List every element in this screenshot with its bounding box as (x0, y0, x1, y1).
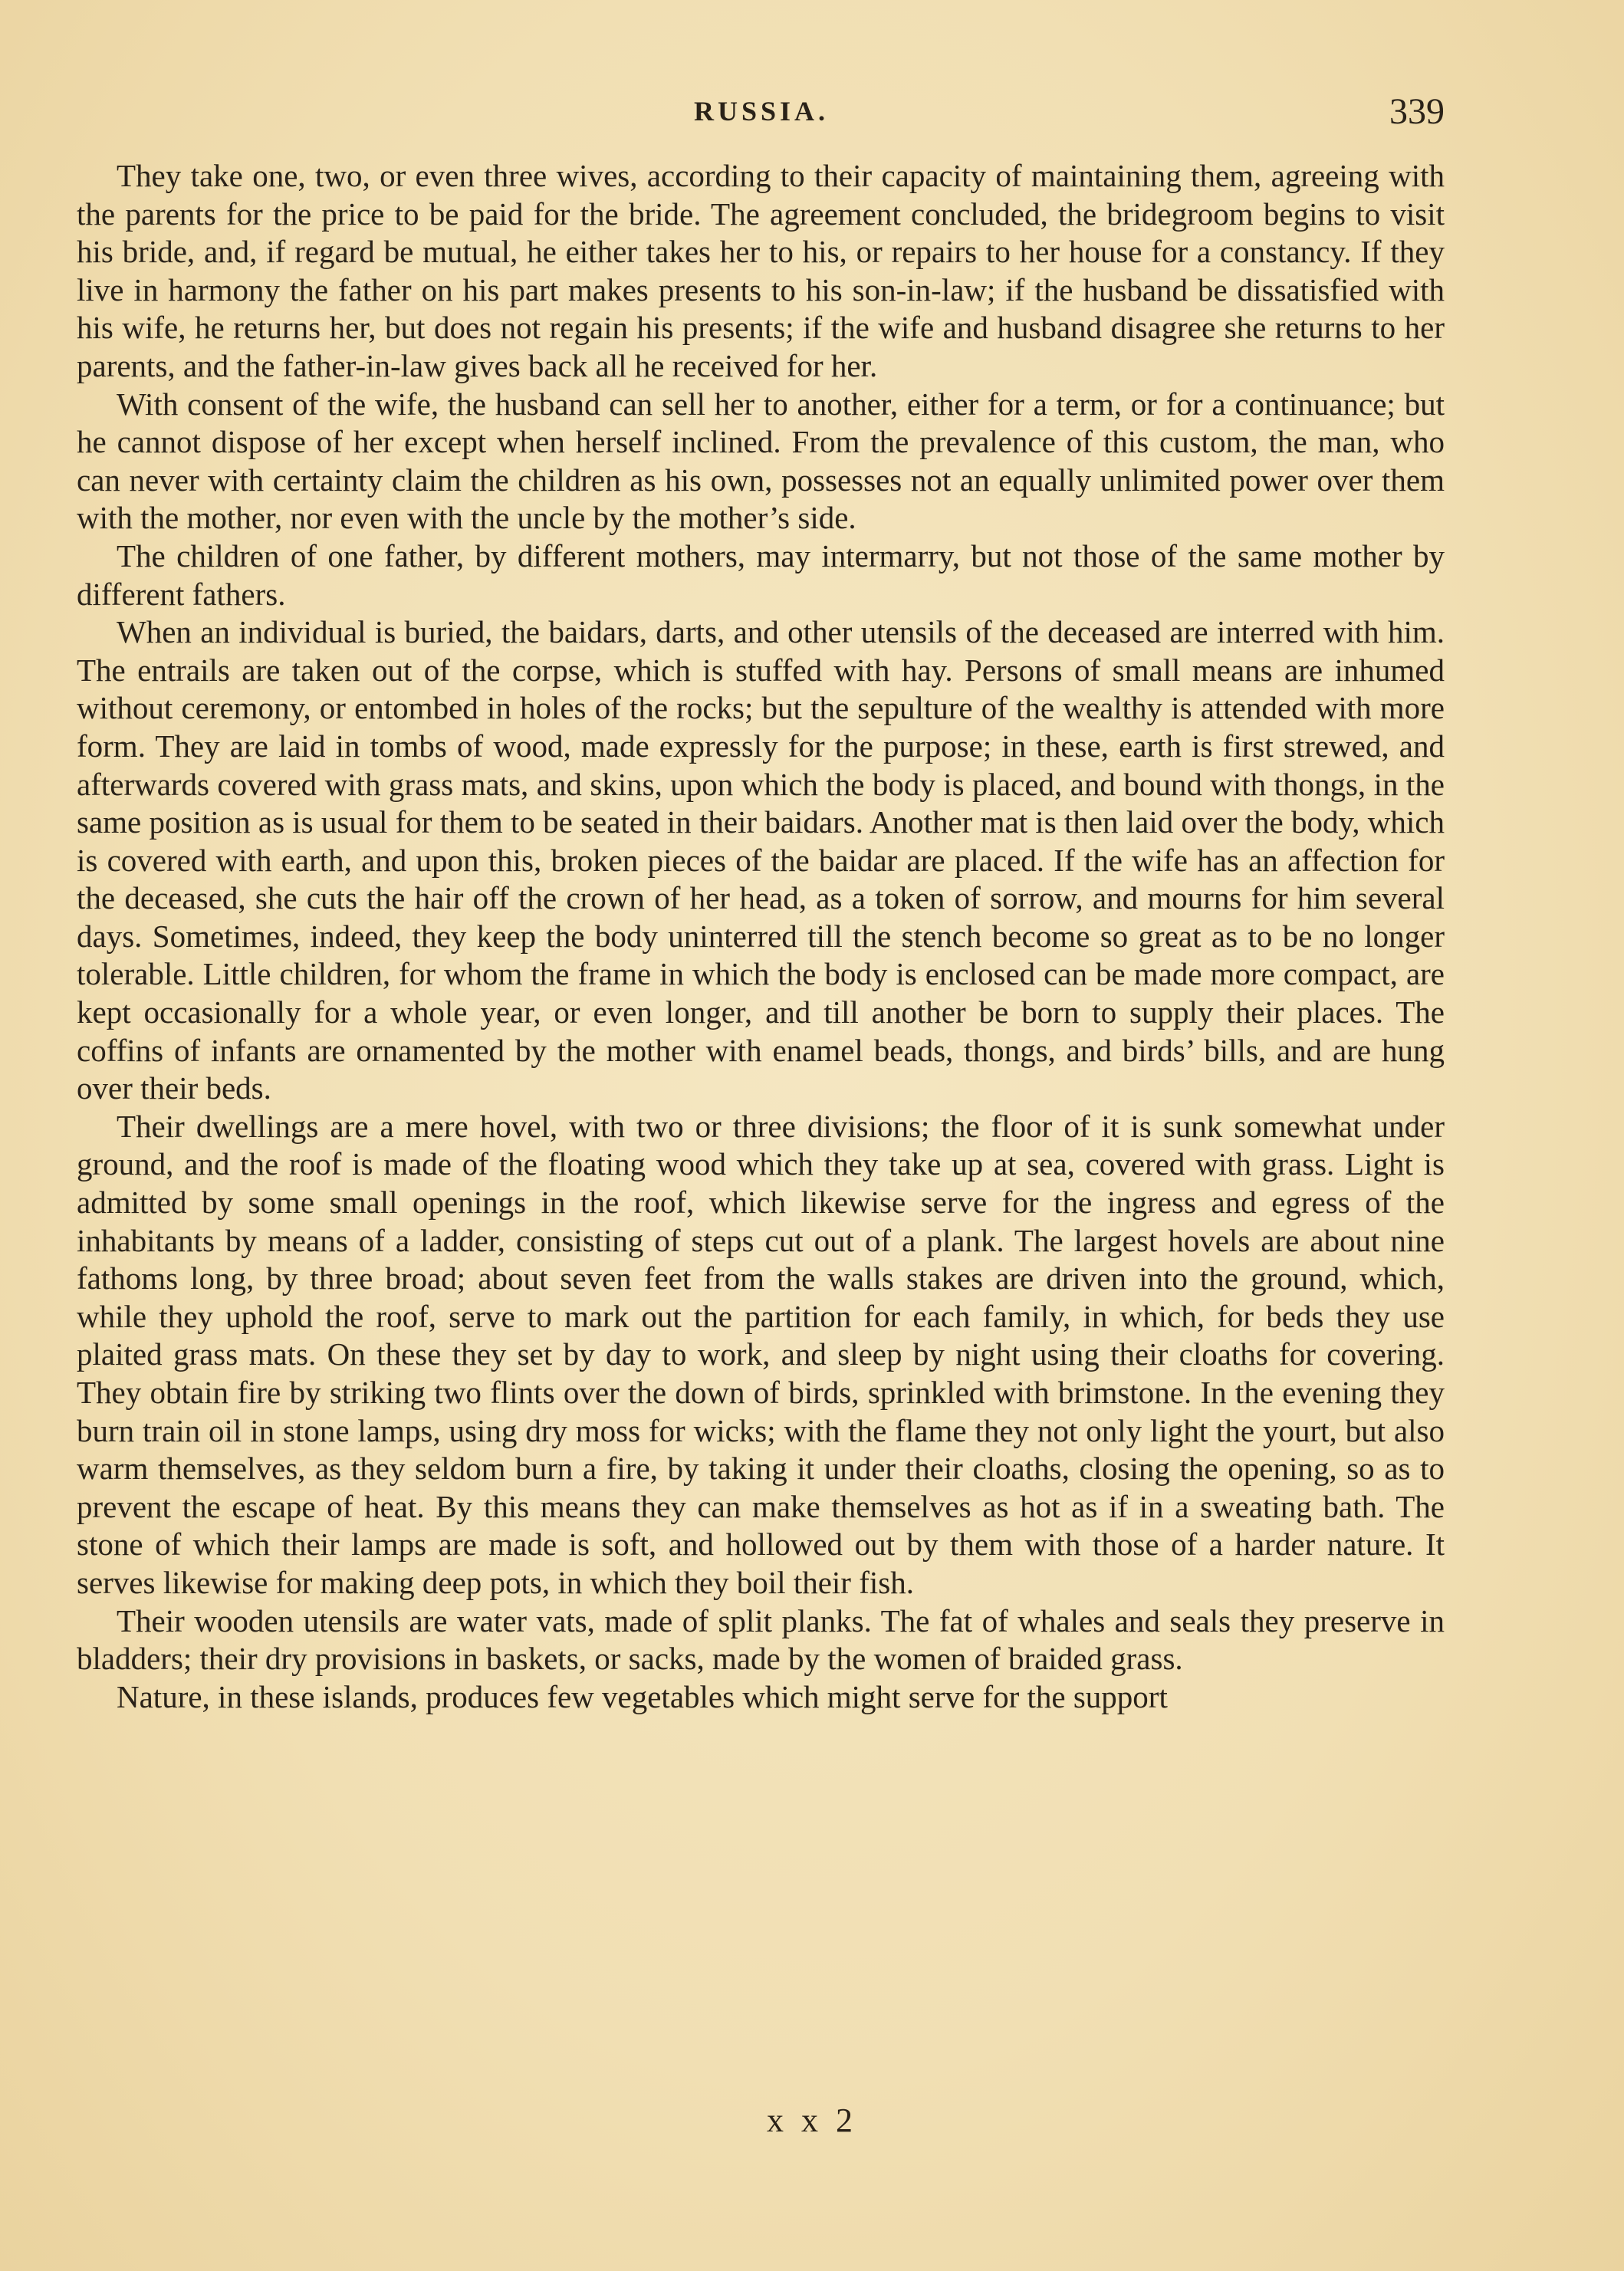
paragraph-burial: When an individual is buried, the baidars, darts, and other utensils of the deceased are interred with him. The entrails are taken out of the corpse, which is stuffed with hay. Persons of small means are inhumed without ceremony, or entombed in holes of the rocks; but the sepulture of the wealthy is attended with more form. They are laid in tombs of wood, made expressly for the purpose; in these, earth is first strewed, and afterwards covered with grass mats, and skins, upon which the body is placed, and bound with thongs, in the same position as is usual for them to be seated in their baidars. Another mat is then laid over the body, which is covered with earth, and upon this, broken pieces of the baidar are placed. If the wife has an affection for the deceased, she cuts the hair off the crown of her head, as a token of sorrow, and mourns for him several days. Sometimes, indeed, they keep the body uninterred till the stench become so great as to be no longer tolerable. Little children, for whom the frame in which the body is enclosed can be made more compact, are kept occasionally for a whole year, or even longer, and till another be born to supply their places. The coffins of infants are ornamented by the mother with enamel beads, thongs, and birds’ bills, and are hung over their beds. (77, 614, 1445, 1106)
paragraph-utensils: Their wooden utensils are water vats, made of split planks. The fat of whales and seals they preserve in bladders; their dry provisions in baskets, or sacks, made by the women of braided grass. (77, 1602, 1445, 1677)
paragraph-nature: Nature, in these islands, produces few vegetables which might serve for the support (117, 1678, 1168, 1714)
running-header (0, 90, 1624, 136)
page-number: 339 (1389, 91, 1445, 132)
paragraph-children: The children of one father, by different mothers, may intermarry, but not those of the same mother by different fathers. (77, 537, 1445, 612)
body-text (77, 157, 1445, 1716)
signature-mark: x x 2 (767, 2102, 857, 2139)
paragraph-marriage: They take one, two, or even three wives, according to their capacity of maintaining them, agreeing with the parents for the price to be paid for the bride. The agreement concluded, the bridegroom begins to visit his bride, and, if regard be mutual, he either takes her to his, or repairs to her house for a constancy. If they live in harmony the father on his part makes presents to his son-in-law; if the husband be dissatisfied with his wife, he returns her, but does not regain his presents; if the wife and husband disagree she returns to her parents, and the father-in-law gives back all he received for her. (77, 158, 1445, 383)
paragraph-sale-of-wife: With consent of the wife, the husband can sell her to another, either for a term, or for a continuance; but he cannot dispose of her except when herself inclined. From the prevalence of this custom, the man, who can never with certainty claim the children as his own, possesses not an equally unlimited power over them with the mother, nor even with the uncle by the mother’s side. (77, 386, 1445, 536)
paragraph-dwellings: Their dwellings are a mere hovel, with two or three divisions; the floor of it is sunk somewhat under ground, and the roof is made of the floating wood which they take up at sea, covered with grass. Light is admitted by some small openings in the roof, which likewise serve for the ingress and egress of the inhabitants by means of a ladder, consisting of steps cut out of a plank. The largest hovels are about nine fathoms long, by three broad; about seven feet from the walls stakes are driven into the ground, which, while they uphold the roof, serve to mark out the partition for each family, in which, for beds they use plaited grass mats. On these they set by day to work, and sleep by night using their cloaths for covering. They obtain fire by striking two flints over the down of birds, sprinkled with brimstone. In the evening they burn train oil in stone lamps, using dry moss for wicks; with the flame they not only light the yourt, but also warm themselves, as they seldom burn a fire, by taking it under their cloaths, closing the opening, so as to prevent the escape of heat. By this means they can make themselves as hot as if in a sweating bath. The stone of which their lamps are made is soft, and hollowed out by them with those of a harder nature. It serves likewise for making deep pots, in which they boil their fish. (77, 1108, 1445, 1600)
running-title: RUSSIA. (694, 96, 830, 127)
